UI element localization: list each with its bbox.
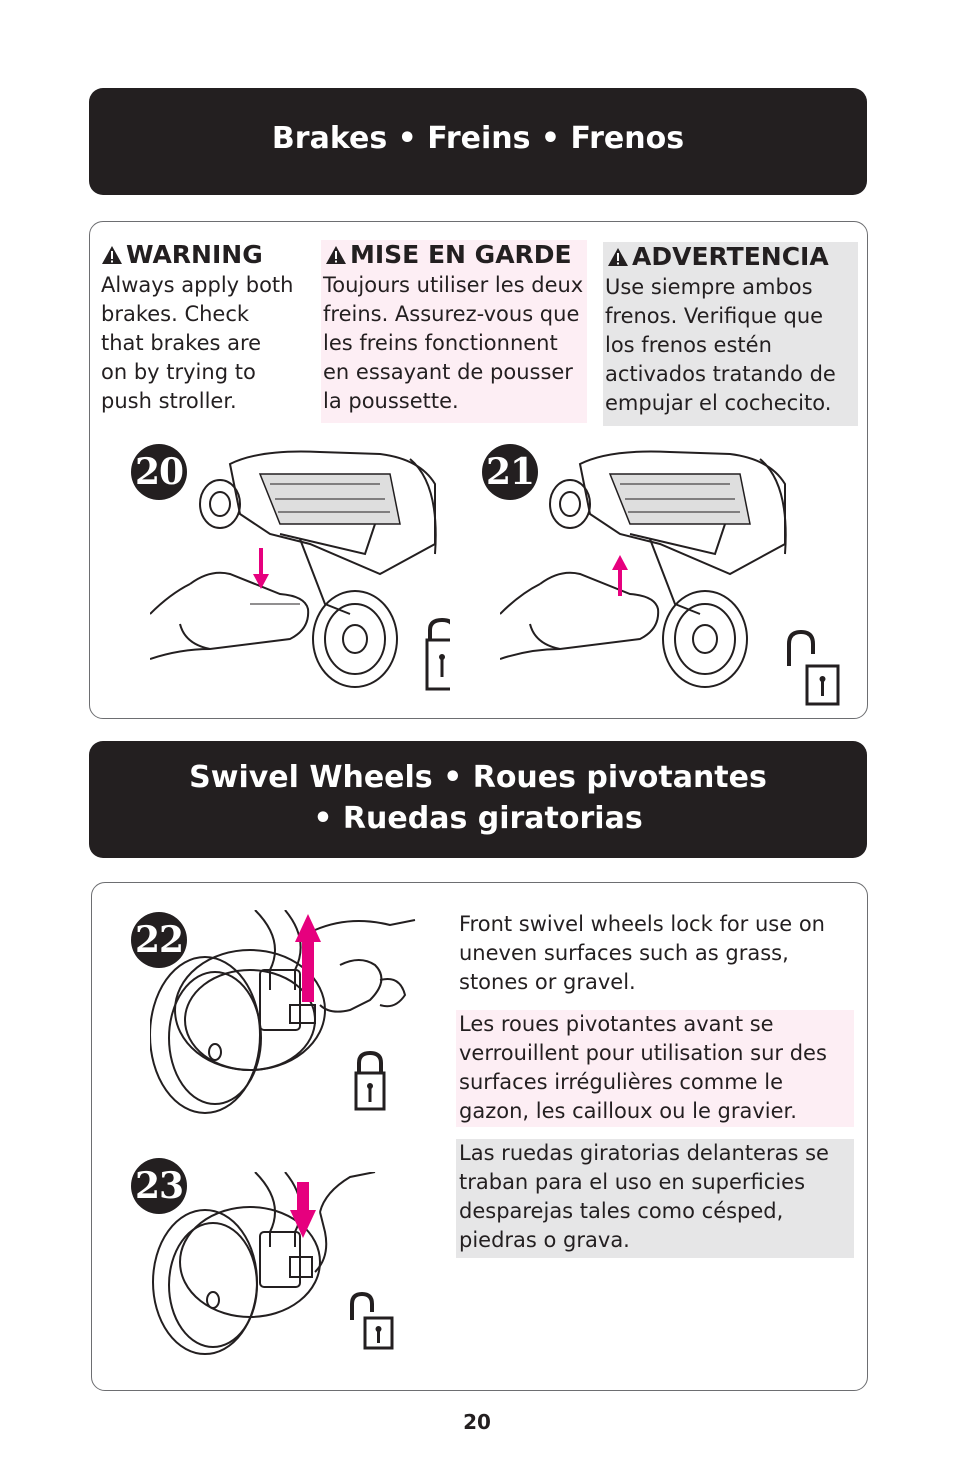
down-arrow-icon <box>253 548 269 589</box>
step-23-illustration <box>150 1172 425 1362</box>
warning-en <box>101 240 306 416</box>
swivel-text-es: Las ruedas giratorias delanteras se traban para el uso en superficies desparejas tales como césped, piedras o grava. <box>456 1139 854 1258</box>
brakes-title: Brakes • Freins • Frenos <box>271 121 685 156</box>
brakes-banner <box>89 88 867 195</box>
step-22-illustration <box>150 910 425 1130</box>
warning-triangle-icon <box>325 245 347 265</box>
lock-open-icon <box>352 1294 392 1348</box>
swivel-text-en: Front swivel wheels lock for use on uneven surfaces such as grass, stones or gravel. <box>459 912 825 994</box>
warning-en-heading <box>101 240 306 270</box>
warning-triangle-icon <box>101 245 123 265</box>
step-20-illustration <box>150 444 450 706</box>
up-arrow-icon <box>612 555 628 596</box>
lock-open-icon <box>789 632 838 704</box>
swivel-title-line2: • Ruedas giratorias <box>313 801 643 836</box>
step-21-illustration <box>500 444 845 706</box>
step-23-badge: 23 <box>131 1158 187 1214</box>
warning-fr-heading <box>321 240 587 270</box>
step-21-badge: 21 <box>482 444 538 500</box>
swivel-text-fr: Les roues pivotantes avant se verrouillent pour utilisation sur des surfaces irrégulières comme le gazon, les cailloux ou le gravier. <box>456 1010 854 1127</box>
step-22-badge: 22 <box>131 912 187 968</box>
warning-fr-body: Toujours utiliser les deux freins. Assurez-vous que les freins fonctionnent en essayant de pousser la poussette. <box>323 273 584 413</box>
warning-es <box>603 242 858 426</box>
warning-en-body: Always apply both brakes. Check that brakes are on by trying to push stroller. <box>101 273 294 413</box>
warning-es-body: Use siempre ambos frenos. Verifique que los frenos estén activados tratando de empujar el cochecito. <box>605 275 836 415</box>
warning-fr-title: MISE EN GARDE <box>350 240 572 269</box>
lock-closed-icon <box>427 620 450 689</box>
step-20-badge: 20 <box>131 444 187 500</box>
warning-es-heading <box>603 242 858 272</box>
down-arrow-icon <box>290 1182 316 1238</box>
warning-triangle-icon <box>607 247 629 267</box>
warning-en-title: WARNING <box>126 240 263 269</box>
swivel-banner <box>89 741 867 858</box>
page-number: 20 <box>463 1410 491 1434</box>
lock-closed-icon <box>356 1053 384 1109</box>
swivel-title-line1: Swivel Wheels • Roues pivotantes <box>189 760 767 795</box>
warning-fr <box>321 240 587 423</box>
warning-es-title: ADVERTENCIA <box>632 242 829 271</box>
